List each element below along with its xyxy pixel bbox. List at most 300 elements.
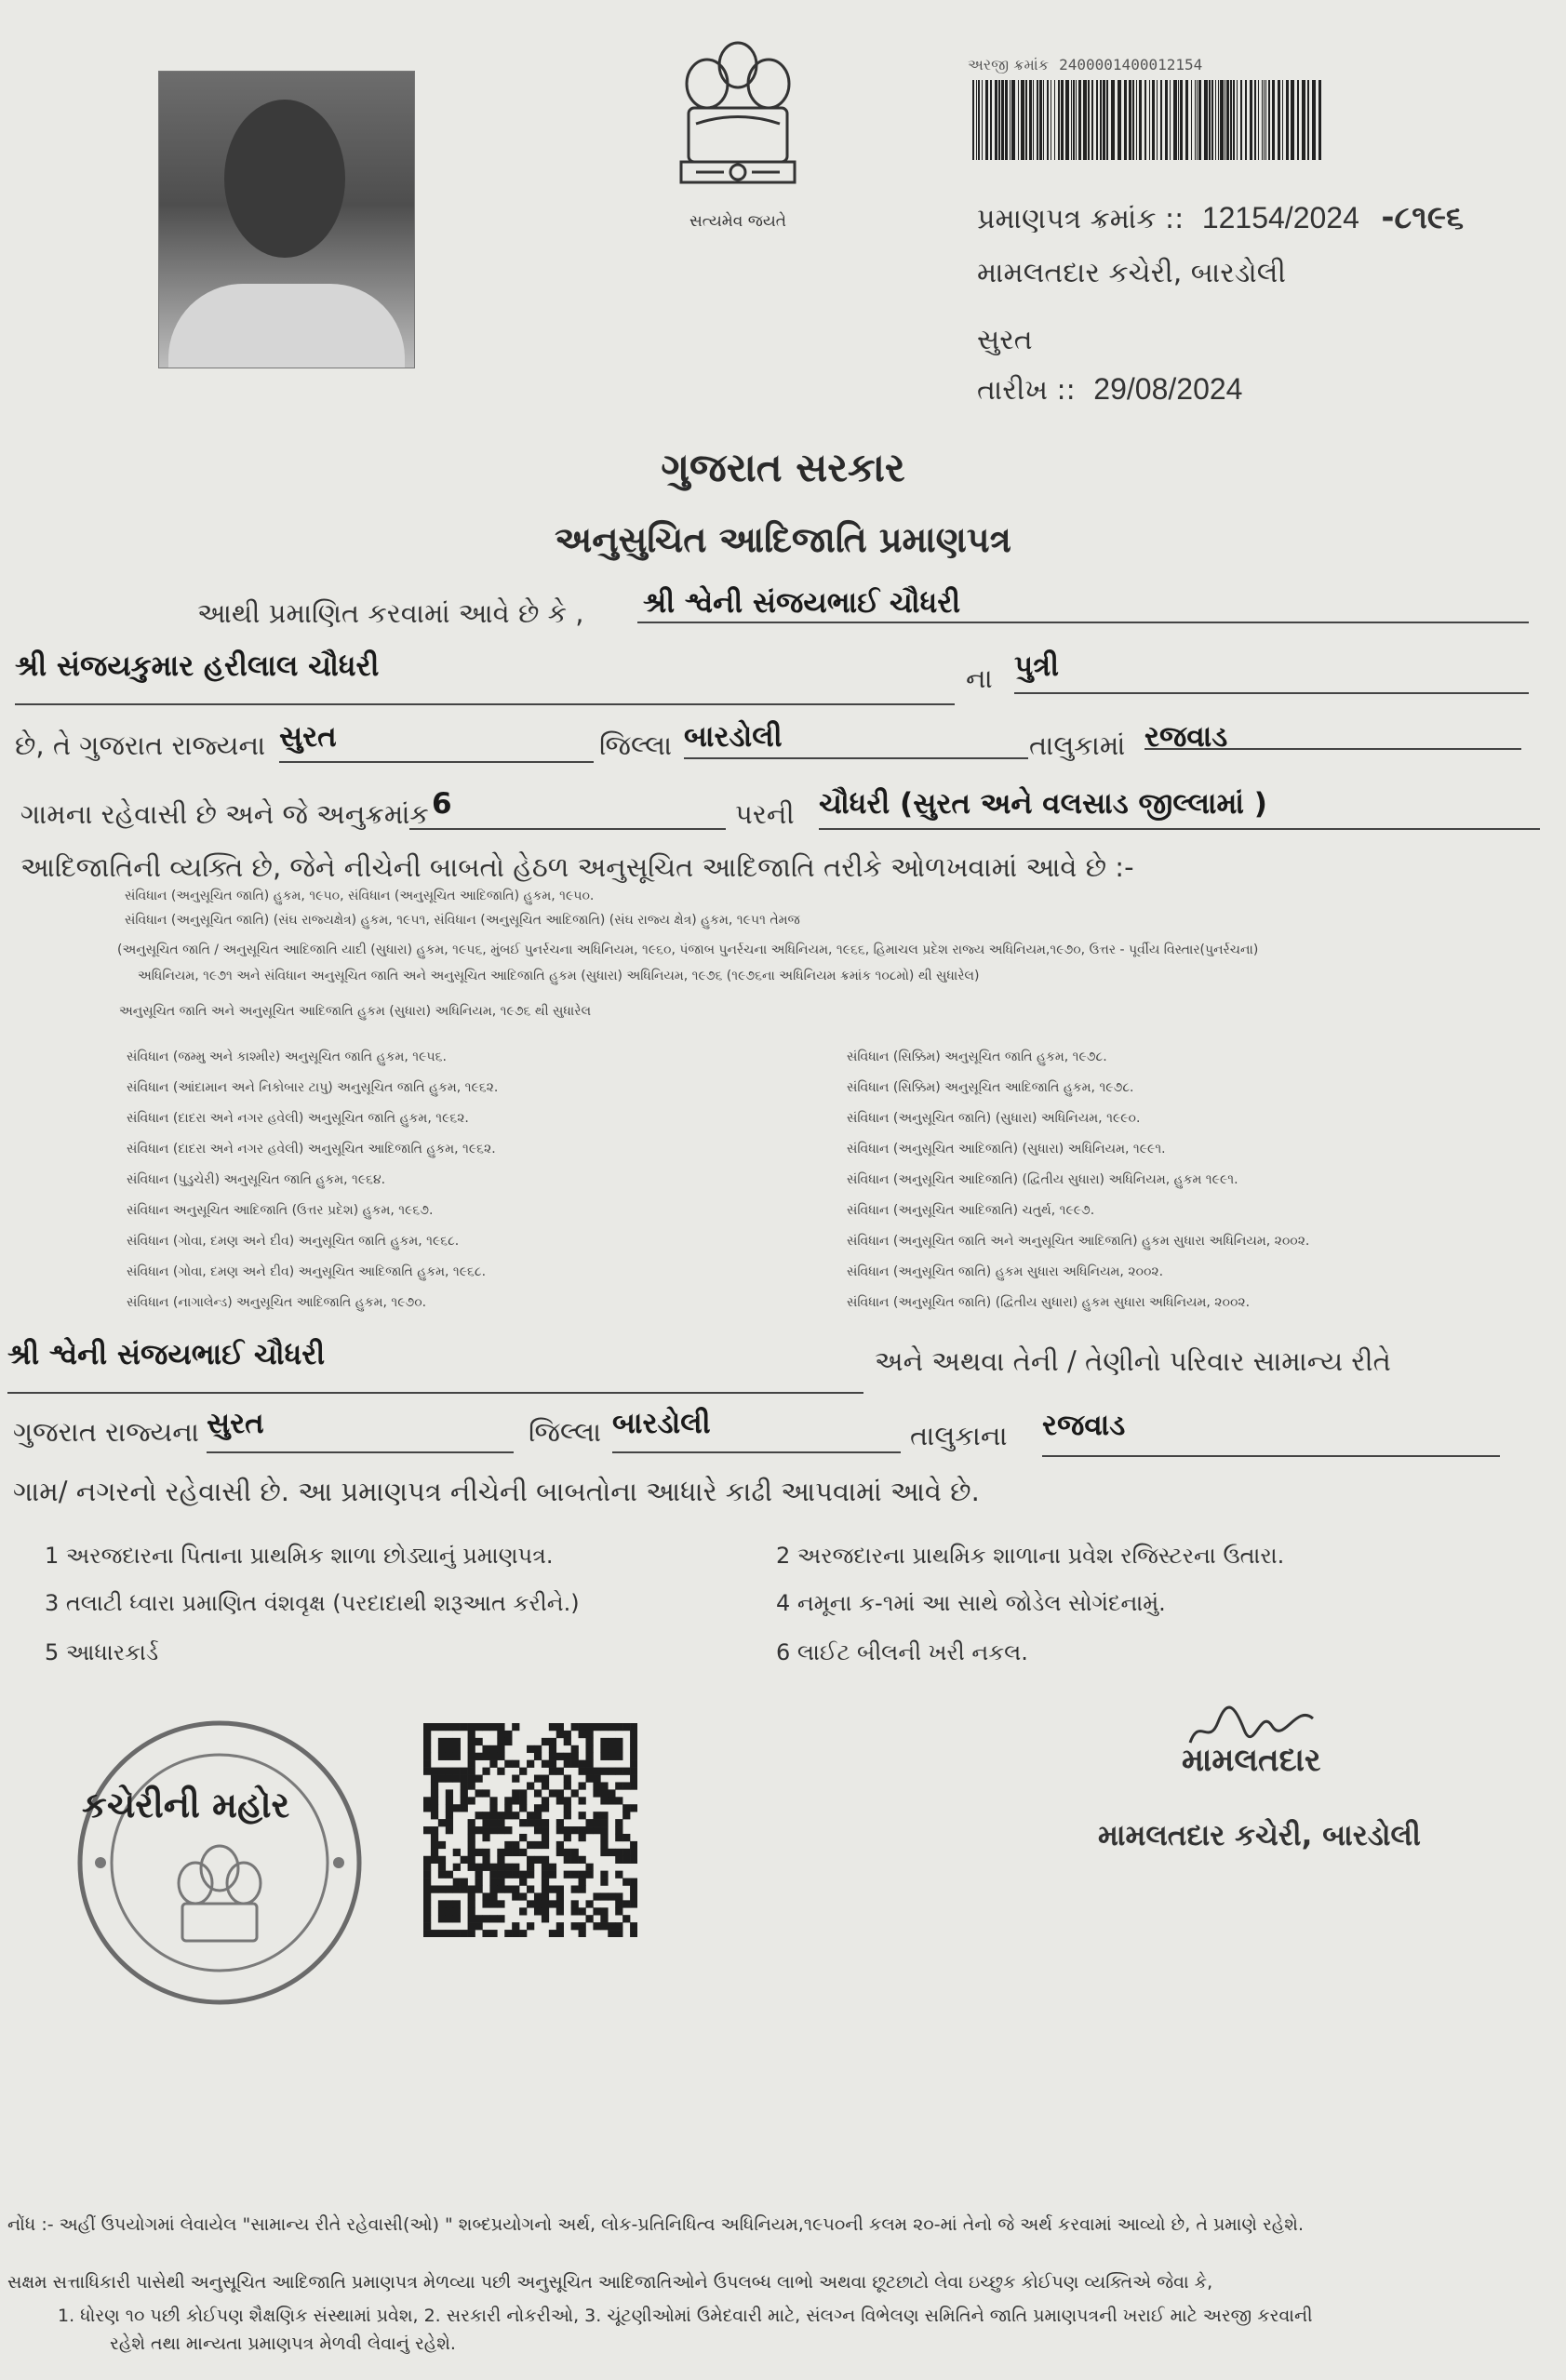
qr-module (579, 1723, 586, 1731)
barcode-bar (972, 80, 974, 160)
barcode-bar (1195, 80, 1196, 160)
qr-module (461, 1804, 468, 1812)
qr-module (453, 1753, 461, 1760)
qr-module (600, 1789, 608, 1797)
state-value: સુરત (279, 720, 337, 754)
qr-module (600, 1892, 608, 1900)
qr-module (431, 1841, 438, 1849)
qr-module (468, 1738, 475, 1745)
qr-module (519, 1804, 527, 1812)
barcode-bar (1312, 80, 1316, 160)
qr-module (571, 1907, 579, 1915)
barcode-bar (990, 80, 992, 160)
qr-module (556, 1907, 564, 1915)
barcode-bar (1144, 80, 1146, 160)
qr-module (519, 1892, 527, 1900)
qr-module (497, 1879, 504, 1886)
qr-module (585, 1753, 593, 1760)
qr-module (431, 1885, 438, 1892)
qr-module (571, 1760, 579, 1768)
qr-module (600, 1871, 608, 1879)
qr-module (542, 1841, 549, 1849)
qr-module (600, 1879, 608, 1886)
qr-module (468, 1782, 475, 1789)
qr-module (534, 1892, 542, 1900)
qr-module (564, 1804, 571, 1812)
barcode-bar (1160, 80, 1162, 160)
qr-module (489, 1753, 497, 1760)
qr-module (615, 1871, 622, 1879)
barcode-bar (1264, 80, 1265, 160)
qr-module (542, 1834, 549, 1841)
barcode-bar (1180, 80, 1183, 160)
qr-module (453, 1745, 461, 1753)
qr-module (579, 1826, 586, 1834)
qr-module (585, 1760, 593, 1768)
barcode-bar (976, 80, 977, 160)
order-left-line: સંવિધાન (દાદરા અને નગર હવેલી) અનુસૂચિત જાતિ હુકમ, ૧૯૬૨. (127, 1111, 469, 1126)
qr-module (431, 1930, 438, 1937)
qr-module (615, 1782, 622, 1789)
document-item: 4 નમૂના ક-૧માં આ સાથે જોડેલ સોગંદનામું. (776, 1590, 1166, 1616)
qr-module (438, 1856, 446, 1864)
qr-module (608, 1723, 615, 1731)
barcode-bar (1204, 80, 1208, 160)
barcode-bar (1129, 80, 1131, 160)
residence-district-field (612, 1407, 901, 1453)
qr-module (585, 1723, 593, 1731)
qr-module (600, 1826, 608, 1834)
qr-module (534, 1841, 542, 1849)
barcode-bar (1018, 80, 1019, 160)
qr-module (593, 1768, 600, 1775)
qr-module (468, 1885, 475, 1892)
document-item: 6 લાઈટ બીલની ખરી નકલ. (776, 1639, 1028, 1665)
qr-module (630, 1930, 637, 1937)
qr-module (534, 1789, 542, 1797)
qr-module (556, 1826, 564, 1834)
qr-module (504, 1738, 512, 1745)
qr-module (519, 1879, 527, 1886)
qr-module (534, 1812, 542, 1819)
barcode-bar (1258, 80, 1259, 160)
qr-module (630, 1804, 637, 1812)
qr-module (468, 1753, 475, 1760)
qr-module (630, 1731, 637, 1738)
barcode-bar (1054, 80, 1055, 160)
qr-module (593, 1723, 600, 1731)
barcode-bar (1025, 80, 1027, 160)
qr-module (504, 1797, 512, 1804)
qr-module (446, 1775, 453, 1783)
qr-module (489, 1871, 497, 1879)
qr-module (579, 1768, 586, 1775)
serial-field (409, 787, 726, 830)
qr-module (453, 1775, 461, 1783)
barcode-bar (1076, 80, 1077, 160)
qr-module (615, 1900, 622, 1907)
qr-code-icon (423, 1723, 637, 1937)
barcode-bar (1198, 80, 1201, 160)
qr-module (615, 1892, 622, 1900)
qr-module (468, 1915, 475, 1922)
qr-module (542, 1775, 549, 1783)
government-title: ગુજરાત સરકાર (661, 445, 905, 490)
document-item: 5 આધારકાર્ડ (45, 1639, 159, 1665)
qr-module (446, 1753, 453, 1760)
qr-module (564, 1871, 571, 1879)
qr-module (423, 1723, 431, 1731)
order-top-line: અધિનિયમ, ૧૯૭૧ અને સંવિધાન અનુસૂચિત જાતિ અને અનુસૂચિત આદિજાતિ હુકમ (સુધારા) અધિનિયમ, ૧૯૭૬ (૧૯૭૬ના અધિનિયમ ક્રમાંક ૧૦૮મો) થી સુધારેલ) (138, 969, 980, 983)
qr-module (542, 1856, 549, 1864)
qr-module (527, 1871, 534, 1879)
qr-module (542, 1760, 549, 1768)
qr-module (512, 1760, 519, 1768)
barcode-icon (972, 80, 1326, 160)
qr-module (615, 1723, 622, 1731)
barcode-bar (1149, 80, 1150, 160)
qr-module (497, 1731, 504, 1738)
barcode-bar (1215, 80, 1216, 160)
qr-module (468, 1834, 475, 1841)
qr-module (579, 1812, 586, 1819)
qr-module (542, 1915, 549, 1922)
qr-module (600, 1922, 608, 1930)
barcode-bar (1033, 80, 1034, 160)
qr-module (585, 1768, 593, 1775)
qr-module (630, 1841, 637, 1849)
qr-module (571, 1885, 579, 1892)
qr-module (482, 1915, 489, 1922)
barcode-bar (1118, 80, 1121, 160)
qr-module (504, 1804, 512, 1812)
qr-module (489, 1892, 497, 1900)
qr-module (564, 1738, 571, 1745)
qr-module (549, 1745, 556, 1753)
qr-module (630, 1782, 637, 1789)
qr-module (579, 1930, 586, 1937)
order-right-line: સંવિધાન (અનુસૂચિત જાતિ) હુકમ સુધારા અધિનિયમ, ૨૦૦૨. (847, 1264, 1164, 1279)
qr-module (482, 1768, 489, 1775)
qr-module (461, 1775, 468, 1783)
qr-module (497, 1723, 504, 1731)
qr-module (556, 1900, 564, 1907)
qr-module (542, 1738, 549, 1745)
qr-module (519, 1849, 527, 1856)
qr-module (431, 1834, 438, 1841)
document-item: 1 અરજદારના પિતાના પ્રાથમિક શાળા છોડ્યાનું પ્રમાણપત્ર. (45, 1543, 554, 1569)
order-left-line: સંવિધાન અનુસૂચિત આદિજાતિ (ઉત્તર પ્રદેશ) હુકમ, ૧૯૬૭. (127, 1203, 434, 1218)
qr-module (512, 1849, 519, 1856)
order-left-line: સંવિધાન (ગોવા, દમણ અને દીવ) અનુસૂચિત જાતિ હુકમ, ૧૯૬૮. (127, 1234, 460, 1249)
application-number (968, 56, 1202, 74)
qr-module (504, 1812, 512, 1819)
qr-module (534, 1775, 542, 1783)
qr-module (475, 1864, 483, 1871)
qr-module (461, 1885, 468, 1892)
qr-module (593, 1812, 600, 1819)
qr-module (475, 1922, 483, 1930)
qr-module (519, 1819, 527, 1826)
qr-module (446, 1789, 453, 1797)
qr-module (556, 1849, 564, 1856)
order-left-line: સંવિધાન (ગોવા, દમણ અને દીવ) અનુસૂચિત આદિજાતિ હુકમ, ૧૯૬૮. (127, 1264, 487, 1279)
qr-module (438, 1864, 446, 1871)
barcode-bar (1211, 80, 1213, 160)
qr-module (608, 1849, 615, 1856)
qr-module (489, 1930, 497, 1937)
qr-module (600, 1768, 608, 1775)
qr-module (556, 1768, 564, 1775)
issue-date-value: 29/08/2024 (1093, 372, 1243, 406)
barcode-bar (1165, 80, 1168, 160)
applicant-name: શ્રી શ્વેની સંજયભાઈ ચૌધરી (643, 586, 961, 620)
qr-module (630, 1723, 637, 1731)
qr-module (585, 1775, 593, 1783)
barcode-bar (1043, 80, 1044, 160)
qr-module (489, 1864, 497, 1871)
barcode-bar (1278, 80, 1280, 160)
qr-module (489, 1826, 497, 1834)
residence-name: શ્રી શ્વેની સંજયભાઈ ચૌધરી (7, 1338, 326, 1371)
qr-module (475, 1849, 483, 1856)
barcode-bar (1111, 80, 1115, 160)
qr-module (542, 1826, 549, 1834)
qr-module (527, 1864, 534, 1871)
qr-module (504, 1826, 512, 1834)
qr-module (585, 1731, 593, 1738)
qr-module (571, 1723, 579, 1731)
qr-module (489, 1819, 497, 1826)
qr-module (564, 1849, 571, 1856)
barcode-bar (1245, 80, 1247, 160)
qr-module (622, 1812, 630, 1819)
qr-module (453, 1804, 461, 1812)
qr-module (489, 1885, 497, 1892)
qr-module (504, 1871, 512, 1879)
qr-module (475, 1915, 483, 1922)
qr-module (446, 1900, 453, 1907)
issuing-office: મામલતદાર કચેરી, બારડોલી (977, 257, 1286, 289)
qr-module (489, 1745, 497, 1753)
qr-module (630, 1922, 637, 1930)
district-field (684, 720, 1028, 759)
qr-module (630, 1753, 637, 1760)
basis-text: ગામ/ નગરનો રહેવાસી છે. આ પ્રમાણપત્ર નીચેની બાબતોના આધારે કાઢી આપવામાં આવે છે. (13, 1476, 980, 1507)
qr-module (504, 1885, 512, 1892)
barcode-bar (1220, 80, 1224, 160)
qr-module (534, 1826, 542, 1834)
barcode-bar (1106, 80, 1108, 160)
barcode-bar (1178, 80, 1179, 160)
qr-module (512, 1775, 519, 1783)
note-line: નોંધ :- અહીં ઉપયોગમાં લેવાયેલ "સામાન્ય રીતે રહેવાસી(ઓ) " શબ્દપ્રયોગનો અર્થ, લોક-પ્રતિનિધિત્વ અધિનિયમ,૧૯૫૦ની કલમ ૨૦-માં તેનો જે અર્થ કરવામાં આવ્યો છે, તે પ્રમાણે રહેશે. (7, 2214, 1304, 2235)
barcode-bar (1088, 80, 1090, 160)
qr-module (423, 1930, 431, 1937)
qr-module (497, 1885, 504, 1892)
qr-module (461, 1930, 468, 1937)
qr-module (468, 1841, 475, 1849)
tribal-text: આદિજાતિની વ્યક્તિ છે, જેને નીચેની બાબતો હેઠળ અનુસૂચિત આદિજાતિ તરીકે ઓળખવામાં આવે છે :- (20, 851, 1134, 883)
qr-module (468, 1760, 475, 1768)
qr-module (534, 1907, 542, 1915)
qr-module (600, 1907, 608, 1915)
qr-module (461, 1723, 468, 1731)
qr-module (482, 1864, 489, 1871)
qr-module (423, 1731, 431, 1738)
order-right-line: સંવિધાન (અનુસૂચિત જાતિ અને અનુસૂચિત આદિજાતિ) હુકમ સુધારા અધિનિયમ, ૨૦૦૨. (847, 1234, 1310, 1249)
qr-module (593, 1907, 600, 1915)
note-line: સક્ષમ સત્તાધિકારી પાસેથી અનુસૂચિત આદિજાતિ પ્રમાણપત્ર મેળવ્યા પછી અનુસૂચિત આદિજાતિઓને ઉપલબ્ધ લાભો અથવા છૂટછાટો લેવા ઇચ્છુક કોઈપણ વ્યક્તિએ જેવા કે, (7, 2272, 1213, 2293)
qr-module (534, 1856, 542, 1864)
barcode-bar (1011, 80, 1015, 160)
barcode-bar (995, 80, 997, 160)
qr-module (482, 1849, 489, 1856)
qr-module (593, 1826, 600, 1834)
qr-module (608, 1892, 615, 1900)
order-right-line: સંવિધાન (અનુસૂચિત આદિજાતિ) ચતુર્થ, ૧૯૯૭. (847, 1203, 1095, 1218)
barcode-bar (1173, 80, 1177, 160)
note-line: 1. ધોરણ ૧૦ પછી કોઈપણ શૈક્ષણિક સંસ્થામાં પ્રવેશ, 2. સરકારી નોકરીઓ, 3. ચૂંટણીઓમાં ઉમેદવારી માટે, સંલગ્ન વિભેલણ સમિતિને જાતિ પ્રમાણપત્રની ખરાઈ માટે અરજી કરવાની (58, 2306, 1313, 2326)
qr-module (585, 1826, 593, 1834)
qr-module (423, 1738, 431, 1745)
order-top-line: સંવિધાન (અનુસૂચિત જાતિ) (સંઘ રાજ્યક્ષેત્ર) હુકમ, ૧૯૫૧, સંવિધાન (અનુસૂચિત આદિજાતિ) (સંઘ રાજ્ય ક્ષેત્ર) હુકમ, ૧૯૫૧ તેમજ (125, 913, 800, 928)
qr-module (615, 1738, 622, 1745)
qr-module (468, 1826, 475, 1834)
qr-module (423, 1797, 431, 1804)
qr-module (630, 1892, 637, 1900)
qr-module (564, 1775, 571, 1783)
qr-module (431, 1804, 438, 1812)
qr-module (446, 1723, 453, 1731)
qr-module (519, 1768, 527, 1775)
order-top-line: (અનુસૂચિત જાતિ / અનુસૂચિત આદિજાતિ યાદી (સુધારા) હુકમ, ૧૯૫૬, મુંબઈ પુનર્રચના અધિનિયમ, ૧૯૬૦, પંજાબ પુનર્રચના અધિનિયમ, ૧૯૬૬, હિમાચલ પ્રદેશ રાજ્ય અધિનિયમ,૧૯૭૦, ઉત્તર - પૂર્વીય વિસ્તાર(પુનર્રચના) (117, 943, 1259, 957)
residence-state-field (207, 1407, 514, 1453)
qr-module (438, 1841, 446, 1849)
barcode-bar (1262, 80, 1263, 160)
qr-module (608, 1753, 615, 1760)
qr-module (615, 1849, 622, 1856)
qr-module (446, 1797, 453, 1804)
qr-module (630, 1900, 637, 1907)
qr-module (527, 1900, 534, 1907)
qr-module (630, 1760, 637, 1768)
qr-module (468, 1775, 475, 1783)
qr-module (630, 1879, 637, 1886)
barcode-bar (1170, 80, 1171, 160)
qr-module (453, 1915, 461, 1922)
qr-module (600, 1753, 608, 1760)
qr-module (497, 1812, 504, 1819)
qr-module (423, 1879, 431, 1886)
qr-module (468, 1900, 475, 1907)
qr-module (423, 1900, 431, 1907)
barcode-bar (1226, 80, 1229, 160)
qr-module (453, 1930, 461, 1937)
qr-module (630, 1885, 637, 1892)
qr-module (542, 1804, 549, 1812)
issue-date-label: તારીખ :: (977, 374, 1076, 407)
qr-module (438, 1768, 446, 1775)
qr-module (600, 1915, 608, 1922)
barcode-bar (1240, 80, 1242, 160)
qr-module (423, 1745, 431, 1753)
qr-module (504, 1731, 512, 1738)
qr-module (461, 1782, 468, 1789)
signatory-office: મામલતદાર કચેરી, બારડોલી (1098, 1819, 1421, 1852)
qr-module (542, 1907, 549, 1915)
qr-module (519, 1907, 527, 1915)
qr-module (527, 1922, 534, 1930)
qr-module (527, 1812, 534, 1819)
qr-module (630, 1768, 637, 1775)
qr-module (497, 1753, 504, 1760)
upon-text: પરની (735, 798, 795, 830)
qr-module (579, 1797, 586, 1804)
order-left-line: સંવિધાન (દાદરા અને નગર હવેલી) અનુસૂચિત આદિજાતિ હુકમ, ૧૯૬૨. (127, 1142, 496, 1157)
serial-value: 6 (432, 787, 452, 821)
qr-module (579, 1856, 586, 1864)
qr-module (630, 1849, 637, 1856)
barcode-bar (1047, 80, 1049, 160)
qr-module (431, 1775, 438, 1783)
qr-module (564, 1782, 571, 1789)
application-number-label: અરજી ક્રમાંક (968, 56, 1050, 74)
district-text: જિલ્લા (599, 729, 673, 761)
qr-module (534, 1804, 542, 1812)
qr-module (482, 1723, 489, 1731)
qr-module (468, 1930, 475, 1937)
qr-module (600, 1841, 608, 1849)
qr-module (468, 1907, 475, 1915)
qr-module (453, 1900, 461, 1907)
qr-module (512, 1841, 519, 1849)
qr-module (593, 1819, 600, 1826)
issuing-district: સુરત (977, 324, 1033, 356)
residence-district-value: બારડોલી (612, 1407, 711, 1440)
qr-module (622, 1849, 630, 1856)
qr-module (489, 1812, 497, 1819)
qr-module (475, 1723, 483, 1731)
qr-module (593, 1775, 600, 1783)
barcode-bar (1307, 80, 1309, 160)
qr-module (446, 1907, 453, 1915)
qr-module (608, 1789, 615, 1797)
qr-module (497, 1768, 504, 1775)
barcode-bar (1250, 80, 1252, 160)
qr-module (482, 1930, 489, 1937)
barcode-bar (1286, 80, 1289, 160)
qr-module (608, 1930, 615, 1937)
qr-module (489, 1797, 497, 1804)
qr-module (542, 1879, 549, 1886)
certificate-number-label: પ્રમાણપત્ર ક્રમાંક :: (977, 203, 1185, 235)
qr-module (519, 1797, 527, 1804)
barcode-bar (1073, 80, 1075, 160)
qr-module (438, 1900, 446, 1907)
qr-module (615, 1856, 622, 1864)
qr-module (622, 1900, 630, 1907)
order-left-line: સંવિધાન (જમ્મુ અને કાશ્મીર) અનુસૂચિત જાતિ હુકમ, ૧૯૫૬. (127, 1050, 447, 1064)
qr-module (512, 1723, 519, 1731)
qr-module (542, 1900, 549, 1907)
qr-module (579, 1760, 586, 1768)
qr-module (489, 1804, 497, 1812)
qr-module (423, 1753, 431, 1760)
qr-module (622, 1834, 630, 1841)
qr-module (622, 1804, 630, 1812)
residence-state-text: ગુજરાત રાજ્યના (13, 1416, 199, 1448)
